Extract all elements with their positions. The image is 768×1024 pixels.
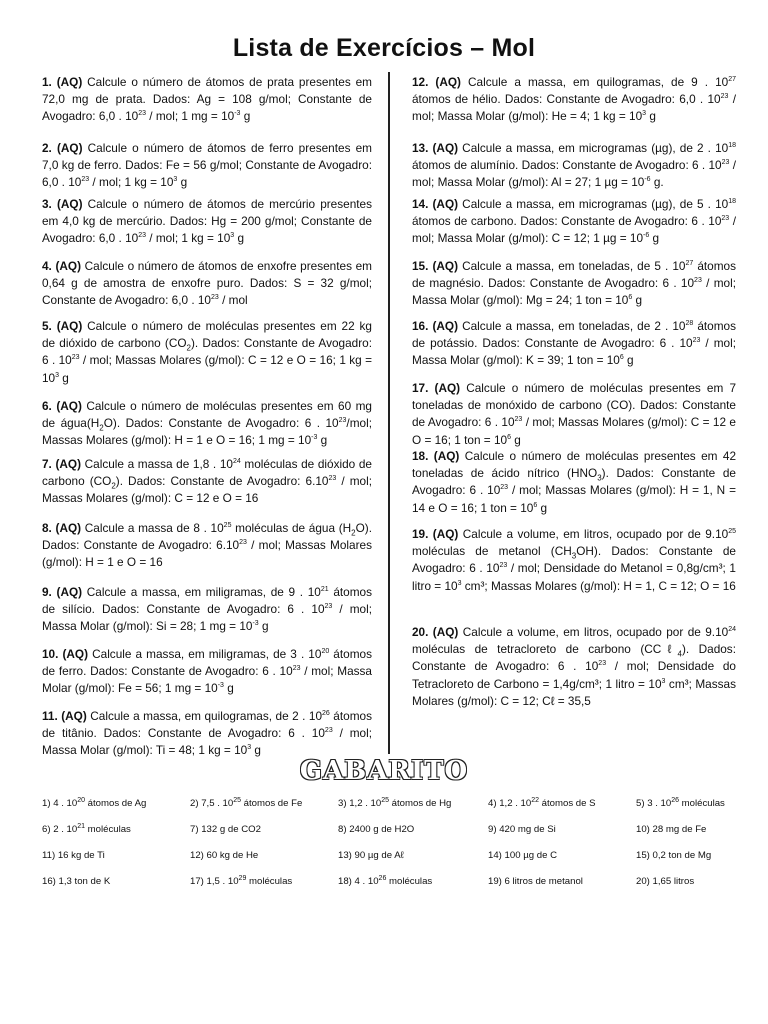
question-right-1 <box>412 74 736 126</box>
question-right-4 <box>412 258 736 310</box>
answer-item: 13) 90 µg de Aℓ <box>338 850 404 861</box>
question-text: Calcule o número de moléculas presentes em 60 mg de $água(H_2O)$. Dados: Constante de Avogadro: 6 . $10^{23}$/mol; Massas Molares (g/mol): H = 1 e O = 16; 1 mg = $10^{-3}$ g <box>42 399 372 448</box>
question-text: Calcule a massa, em toneladas, de 5 . $10^{27}$ átomos de magnésio. Dados: Constante de Avogadro: 6 . $10^{23}$ / mol; Massa Molar (g/mol): Mg = 24; 1 ton = $10^6$ g <box>412 259 737 308</box>
question-text: Calcule o número de átomos de prata presentes em 72,0 mg de prata. Dados: Ag = 108 g/mol; Constante de Avogadro: 6,0 . $10^{23}$ / mol; 1 mg = $10^{-3}$ g <box>42 75 372 124</box>
answer-item: 17) 1,5 . $10^{29}$ moléculas <box>190 874 293 887</box>
question-right-5 <box>412 318 736 370</box>
question-text: Calcule a massa de 8 . $10^{25}$ moléculas de água $(H_2O)$. Dados: Constante de Avogadro: 6.10$^{23}$ / mol; Massas Molares (g/mol): H = 1 e O = 16 <box>42 521 372 570</box>
question-number: 4. (AQ) <box>42 259 82 273</box>
question-left-10 <box>42 646 372 698</box>
answer-item: 15) 0,2 ton de Mg <box>636 850 712 861</box>
question-number: 20. (AQ) <box>412 625 459 639</box>
answer-item: 18) 4 . $10^{26}$ moléculas <box>338 874 433 887</box>
question-text: Calcule a volume, em litros, ocupado por de 9.10$^{25}$ moléculas de metanol $(CH_3OH)$. Dados: Constante de Avogadro: 6 . $10^{23}$ / mol; Densidade do Metanol = 0,8g/cm³; 1 litro = $10^3$ cm³; Massas Molares (g/mol): H = 1, C = 12; O = 16 <box>412 527 736 593</box>
question-text: Calcule a massa, em quilogramas, de 2 . $10^{26}$ átomos de titânio. Dados: Constante de Avogadro: 6 . $10^{23}$ / mol; Massa Molar (g/mol): Ti = 48; 1 kg = $10^3$ g <box>42 709 373 758</box>
question-number: 19. (AQ) <box>412 527 459 541</box>
question-number: 1. (AQ) <box>42 75 83 89</box>
question-number: 17. (AQ) <box>412 381 461 395</box>
question-left-3 <box>42 196 372 248</box>
answer-item: 16) 1,3 ton de K <box>42 876 111 887</box>
answer-item: 6) 2 . $10^{21}$ moléculas <box>42 822 131 835</box>
question-right-6 <box>412 380 736 449</box>
question-text: Calcule o número de átomos de mercúrio presentes em 4,0 kg de mercúrio. Dados: Hg = 200 g/mol; Constante de Avogadro: 6,0 . $10^{23}$ / mol; 1 kg = $10^3$ g <box>42 197 372 246</box>
question-left-5 <box>42 318 372 387</box>
question-text: Calcule a massa, em toneladas, de 2 . $10^{28}$ átomos de potássio. Dados: Constante de Avogadro: 6 . $10^{23}$ / mol; Massa Molar (g/mol): K = 39; 1 ton = $10^6$ g <box>412 319 737 368</box>
question-left-4 <box>42 258 372 310</box>
question-right-8 <box>412 526 736 595</box>
answer-item: 12) 60 kg de He <box>190 850 259 861</box>
answer-item: 20) 1,65 litros <box>636 876 695 887</box>
question-text: Calcule o número de moléculas presentes em 7 toneladas de monóxido de carbono (CO). Dados: Constante de Avogadro: 6 . $10^{23}$ / mol; Massas Molares (g/mol): C = 12 e O = 16; 1 ton = $10^6$ g <box>412 381 737 447</box>
answer-item: 8) 2400 g de H2O <box>338 824 415 835</box>
question-left-1 <box>42 74 372 126</box>
question-number: 3. (AQ) <box>42 197 83 211</box>
question-right-7 <box>412 448 736 517</box>
answer-item: 7) 132 g de CO2 <box>190 824 261 835</box>
question-text: Calcule o número de moléculas presentes em 42 toneladas de ácido nítrico $(HNO_3)$. Dados: Constante de Avogadro: 6 . $10^{23}$ / mol; Massas Molares (g/mol): H = 1, N = 14 e O = 16; 1 ton = $10^6$ g <box>412 449 737 515</box>
question-left-9 <box>42 584 372 636</box>
question-left-2 <box>42 140 372 192</box>
question-text: Calcule a massa, em quilogramas, de 9 . $10^{27}$ átomos de hélio. Dados: Constante de Avogadro: 6,0 . $10^{23}$ / mol; Massa Molar (g/mol): He = 4; 1 kg = $10^3$ g <box>412 75 736 124</box>
answer-item: 2) 7,5 . $10^{25}$ átomos de Fe <box>190 796 303 809</box>
answer-item: 9) 420 mg de Si <box>488 824 556 835</box>
question-text: Calcule a massa, em microgramas (µg), de 2 . $10^{18}$ átomos de alumínio. Dados: Constante de Avogadro: 6 . $10^{23}$ / mol; Massa Molar (g/mol): Al = 27; 1 $\mu g = 10^{-6}$ g. <box>412 141 736 190</box>
question-number: 16. (AQ) <box>412 319 459 333</box>
question-number: 6. (AQ) <box>42 399 82 413</box>
question-text: Calcule a massa, em microgramas (µg), de 5 . $10^{18}$ átomos de carbono. Dados: Constante de Avogadro: 6 . $10^{23}$ / mol; Massa Molar (g/mol): C = 12; 1 $\mu g = 10^{-6}$ g <box>412 197 736 246</box>
question-number: 12. (AQ) <box>412 75 461 89</box>
question-left-6 <box>42 398 372 450</box>
question-number: 14. (AQ) <box>412 197 459 211</box>
answer-item: 3) 1,2 . $10^{25}$ átomos de Hg <box>338 796 452 809</box>
answer-item: 11) 16 kg de Ti <box>42 850 105 861</box>
question-text: Calcule a massa de 1,8 . $10^{24}$ moléculas de dióxido de carbono $(CO_2)$. Dados: Constante de Avogadro: 6.10$^{23}$ / mol; Massas Molares (g/mol): C = 12 e O = 16 <box>42 457 372 506</box>
question-right-3 <box>412 196 736 248</box>
answer-item: 5) 3 . $10^{26}$ moléculas <box>636 796 725 809</box>
question-text: Calcule a massa, em miligramas, de 9 . $10^{21}$ átomos de silício. Dados: Constante de Avogadro: 6 . $10^{23}$ / mol; Massa Molar (g/mol): Si = 28; 1 mg = $10^{-3}$ g <box>42 585 373 634</box>
question-number: 2. (AQ) <box>42 141 83 155</box>
answer-item: 10) 28 mg de Fe <box>636 824 707 835</box>
question-right-9 <box>412 624 736 710</box>
question-text: Calcule a volume, em litros, ocupado por de 9.10$^{24}$ moléculas de tetracloreto de carbono (CCℓ$_4$). Dados: Constante de Avogadro: 6 . $10^{23}$ / mol; Densidade do Tetracloreto de Carbono = 1,4g/cm³; 1 litro = $10^3$ cm³; Massas Molares (g/mol): C = 12; Cℓ = 35,5 <box>412 625 736 708</box>
question-number: 18. (AQ) <box>412 449 460 463</box>
answer-item: 1) 4 . $10^{20}$ átomos de Ag <box>42 796 147 809</box>
answer-item: 19) 6 litros de metanol <box>488 876 583 887</box>
question-number: 15. (AQ) <box>412 259 459 273</box>
question-text: Calcule o número de átomos de enxofre presentes em 0,64 g de amostra de enxofre puro. Dados: S = 32 g/mol; Constante de Avogadro: 6,0 . $10^{23}$ / mol <box>42 259 372 308</box>
question-number: 9. (AQ) <box>42 585 83 599</box>
question-left-8 <box>42 520 372 572</box>
question-left-7 <box>42 456 372 508</box>
question-number: 5. (AQ) <box>42 319 83 333</box>
question-number: 13. (AQ) <box>412 141 459 155</box>
column-divider <box>388 72 390 754</box>
page-title: Lista de Exercícios – Mol <box>232 34 536 62</box>
question-text: Calcule o número de átomos de ferro presentes em 7,0 kg de ferro. Dados: Fe = 56 g/mol; Constante de Avogadro: 6,0 . $10^{23}$ / mol; 1 kg = $10^3$ g <box>42 141 373 190</box>
answer-item: 14) 100 µg de C <box>488 850 557 861</box>
question-number: 10. (AQ) <box>42 647 89 661</box>
question-right-2 <box>412 140 736 192</box>
question-number: 11. (AQ) <box>42 709 87 723</box>
question-text: Calcule o número de moléculas presentes em 22 kg de dióxido de carbono $(CO_2)$. Dados: Constante de Avogadro: 6 . $10^{23}$ / mol; Massas Molares (g/mol): C = 12 e O = 16; 1 kg = $10^3$ g <box>42 319 373 385</box>
question-number: 8. (AQ) <box>42 521 82 535</box>
question-number: 7. (AQ) <box>42 457 82 471</box>
gabarito-title: GABARITO <box>299 756 469 786</box>
question-text: Calcule a massa, em miligramas, de 3 . $10^{20}$ átomos de ferro. Dados: Constante de Avogadro: 6 . $10^{23}$ / mol; Massa Molar (g/mol): Fe = 56; 1 mg = $10^{-3}$ g <box>42 647 372 696</box>
question-left-11 <box>42 708 372 760</box>
answer-item: 4) 1,2 . $10^{22}$ átomos de S <box>488 796 596 809</box>
